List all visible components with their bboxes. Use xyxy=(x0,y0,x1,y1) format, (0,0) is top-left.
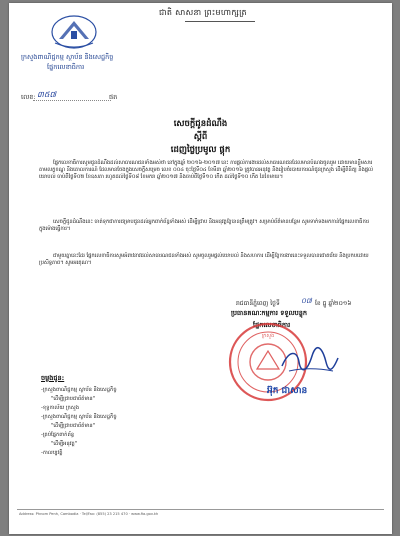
recipient-item: "ដើម្បីជ្រាបជាព័ត៌មាន" xyxy=(51,396,96,402)
date-line: រាជធានីភ្នំពេញ ថ្ងៃទី xyxy=(236,300,280,307)
handwritten-signature-icon xyxy=(279,346,341,376)
recipients-title: ចម្លងជូន: xyxy=(41,374,65,382)
footer-address: Address: Phnom Penh, Cambodia · Tel/Fax: (855) 23 215 470 · www.fia.gov.kh xyxy=(19,512,159,516)
signer-title-1: ប្រធានគណៈកម្មការ ទទួលបន្ទុក xyxy=(231,309,308,317)
document-page xyxy=(9,3,392,534)
stamp-text: ក្រសួង xyxy=(261,333,275,339)
body-paragraph-2: សេចក្តីជូនដំណឹងនេះ ចាត់ទុកជាការជម្រាបជូនដល់អ្នកពាក់ព័ន្ធទាំងអស់ ដើម្បីជ្រាប និងអនុវត្តឱ្យបានត្រឹមត្រូវ។ សម្រាប់ព័ត៌មានបន្ថែម សូមទាក់ទងមកកាន់ផ្នែកលេខាធិការ ក្នុងម៉ោងធ្វើការ។ xyxy=(39,219,369,233)
recipient-item: -ក្រសួងពាណិជ្ជកម្ម ស្ថាប័ន និងសេដ្ឋកិច្ច xyxy=(41,414,117,420)
ministry-logo-icon xyxy=(49,13,99,51)
body-paragraph-1: ផ្នែកលេខាធិការសូមជូនដំណឹងដល់សាធារណជនទាំងអស់ថា នៅក្នុងឆ្នាំ ២០១៦-២០១៧ នេះ ការផ្តល់ការងារដល់សាធារណជនដែលមានបំណងចូលរួម ដោយមានខ្លឹមសារតាមលក្ខខណ្ឌ និងគោលការណ៍ ដែលមានចែងក្នុងសេចក្តីសម្រេច លេខ ០០៤ ចុះថ្ងៃទី០៤ ខែមីនា ឆ្នាំ២០១៦ ត្រូវបានអនុវត្ត និងរៀបចំរបាយការណ៍ជូនក្រសួង ដើម្បីពិនិត្យ និងផ្តល់យោបល់ ចាប់ពីថ្ងៃទី០២ ខែឧសភា រហូតដល់ថ្ងៃទី០៨ ខែមករា ឆ្នាំ២០១៧ និងចាប់ពីថ្ងៃទី១០ កើត ដល់ថ្ងៃទី១០ កើត នៃខែមាឃ។ xyxy=(39,160,373,181)
recipient-item: -គ្រប់ផ្នែកពាក់ព័ន្ធ xyxy=(41,432,75,438)
organization-line-2: ផ្នែកលេខាធិការ xyxy=(47,63,85,71)
recipient-item: "ដើម្បីជ្រាបជាព័ត៌មាន" xyxy=(51,423,96,429)
document-title-about: ស្តីពី xyxy=(193,132,208,142)
recipient-item: -ក្រសួងពាណិជ្ជកម្ម ស្ថាប័ន និងសេដ្ឋកិច្ច xyxy=(41,387,117,393)
national-motto: ជាតិ សាសនា ព្រះមហាក្សត្រ xyxy=(159,8,247,17)
date-suffix: ខែ ធ្នូ ឆ្នាំ២០១៦ xyxy=(315,300,352,307)
recipient-item: -កាលប្បវត្តិ xyxy=(41,450,63,456)
organization-line-1: ក្រសួងពាណិជ្ជកម្ម ស្ថាប័ន និងសេដ្ឋកិច្ច xyxy=(21,53,114,61)
body-paragraph-3: ជាមួយគ្នានេះដែរ ផ្នែកលេខាធិការសូមអំពាវនាវដល់សាធារណជនទាំងអស់ សូមចូលរួមផ្តល់យោបល់ និងសហការ ដើម្បីឱ្យការងារនេះទទួលបានជោគជ័យ និងប្រកបដោយប្រសិទ្ធភាព។ សូមអរគុណ។ xyxy=(39,253,369,267)
document-title: សេចក្តីជូនដំណឹង xyxy=(173,119,228,129)
recipient-item: "ដើម្បីអនុវត្ត" xyxy=(51,441,78,447)
signer-name: អ៊ុក ជាសាន xyxy=(267,386,308,396)
document-subject: ដេញថ្លៃប្រមូល ផ្តុក xyxy=(170,145,231,155)
footer-divider xyxy=(17,509,384,510)
recipient-item: -ខុទ្ទកាល័យ ក្រសួង xyxy=(41,405,79,411)
reference-number: ៣៥៧ xyxy=(37,90,57,99)
signer-title-2: ផ្នែកលេខាធិការ xyxy=(253,321,291,329)
date-day: ០៧ xyxy=(301,297,312,305)
reference-dotted-line xyxy=(33,100,111,101)
motto-divider xyxy=(185,21,255,22)
reference-suffix: ផត xyxy=(109,93,118,101)
reference-label: លេខ: xyxy=(21,93,36,101)
